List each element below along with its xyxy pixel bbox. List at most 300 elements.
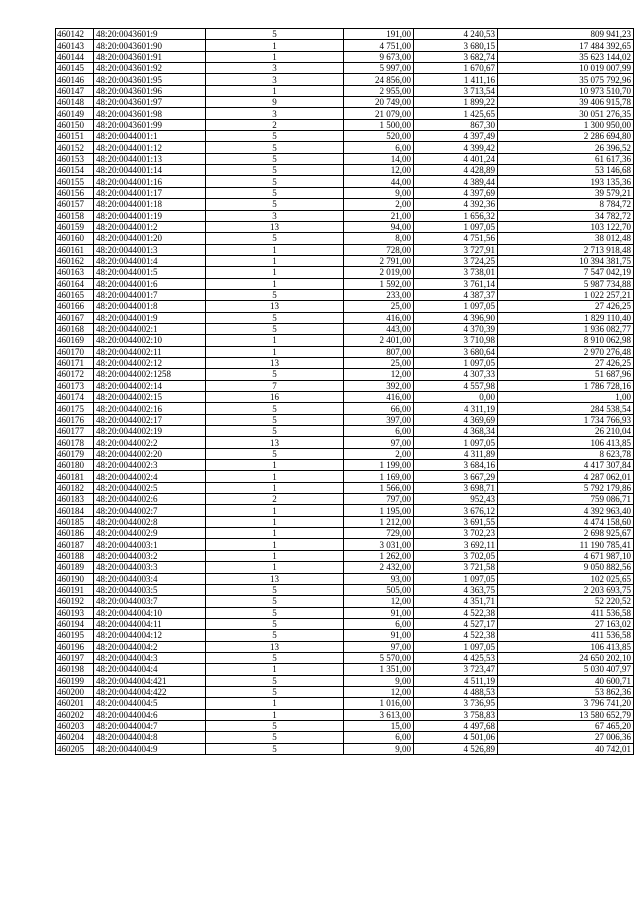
group-code-cell: 1: [206, 255, 344, 266]
row-number-cell: 460155: [56, 176, 94, 187]
cadastral-value-cell: 2 203 693,75: [498, 584, 634, 595]
table-row: [56, 380, 634, 391]
cadastral-number-cell: 48:20:0044002:4: [94, 471, 206, 482]
cadastral-value-cell: 411 536,58: [498, 607, 634, 618]
specific-value-cell: 4 522,38: [414, 607, 498, 618]
row-number-cell: 460179: [56, 448, 94, 459]
cadastral-value-cell: 103 122,70: [498, 221, 634, 232]
group-code-cell: 5: [206, 165, 344, 176]
table-row: [56, 210, 634, 221]
row-number-cell: 460157: [56, 199, 94, 210]
table-row: [56, 471, 634, 482]
cadastral-number-cell: 48:20:0044004:12: [94, 630, 206, 641]
area-cell: 6,00: [344, 426, 414, 437]
cadastral-number-cell: 48:20:0043601:97: [94, 97, 206, 108]
group-code-cell: 1: [206, 346, 344, 357]
specific-value-cell: 4 389,44: [414, 176, 498, 187]
area-cell: 2 019,00: [344, 267, 414, 278]
specific-value-cell: 4 557,98: [414, 380, 498, 391]
table-row: [56, 233, 634, 244]
specific-value-cell: 3 758,83: [414, 709, 498, 720]
group-code-cell: 1: [206, 562, 344, 573]
area-cell: 9 673,00: [344, 51, 414, 62]
area-cell: 66,00: [344, 403, 414, 414]
group-code-cell: 5: [206, 732, 344, 743]
cadastral-value-cell: 53 146,68: [498, 165, 634, 176]
cadastral-number-cell: 48:20:0044001:2: [94, 221, 206, 232]
table-body: [56, 29, 634, 755]
area-cell: 2,00: [344, 199, 414, 210]
group-code-cell: 2: [206, 119, 344, 130]
group-code-cell: 5: [206, 618, 344, 629]
area-cell: 12,00: [344, 686, 414, 697]
group-code-cell: 5: [206, 176, 344, 187]
table-row: [56, 630, 634, 641]
cadastral-number-cell: 48:20:0044004:5: [94, 698, 206, 709]
specific-value-cell: 4 425,53: [414, 652, 498, 663]
area-cell: 12,00: [344, 596, 414, 607]
area-cell: 5 570,00: [344, 652, 414, 663]
row-number-cell: 460172: [56, 369, 94, 380]
cadastral-value-cell: 5 792 179,86: [498, 482, 634, 493]
group-code-cell: 1: [206, 698, 344, 709]
group-code-cell: 1: [206, 267, 344, 278]
cadastral-number-cell: 48:20:0044002:1258: [94, 369, 206, 380]
area-cell: 191,00: [344, 29, 414, 40]
group-code-cell: 1: [206, 505, 344, 516]
specific-value-cell: 4 392,36: [414, 199, 498, 210]
group-code-cell: 1: [206, 85, 344, 96]
area-cell: 94,00: [344, 221, 414, 232]
row-number-cell: 460185: [56, 516, 94, 527]
table-row: [56, 85, 634, 96]
row-number-cell: 460169: [56, 335, 94, 346]
area-cell: 2 791,00: [344, 255, 414, 266]
row-number-cell: 460199: [56, 675, 94, 686]
table-row: [56, 335, 634, 346]
row-number-cell: 460184: [56, 505, 94, 516]
group-code-cell: 5: [206, 584, 344, 595]
table-row: [56, 29, 634, 40]
cadastral-number-cell: 48:20:0044004:7: [94, 720, 206, 731]
cadastral-number-cell: 48:20:0044003:7: [94, 596, 206, 607]
cadastral-value-cell: 26 396,52: [498, 142, 634, 153]
area-cell: 91,00: [344, 607, 414, 618]
cadastral-number-cell: 48:20:0044001:6: [94, 278, 206, 289]
area-cell: 807,00: [344, 346, 414, 357]
row-number-cell: 460150: [56, 119, 94, 130]
area-cell: 397,00: [344, 414, 414, 425]
area-cell: 1 592,00: [344, 278, 414, 289]
cadastral-number-cell: 48:20:0044001:9: [94, 312, 206, 323]
group-code-cell: 2: [206, 494, 344, 505]
area-cell: 6,00: [344, 618, 414, 629]
specific-value-cell: 0,00: [414, 392, 498, 403]
cadastral-value-cell: 35 623 144,02: [498, 51, 634, 62]
table-row: [56, 403, 634, 414]
table-row: [56, 584, 634, 595]
table-row: [56, 732, 634, 743]
row-number-cell: 460163: [56, 267, 94, 278]
cadastral-number-cell: 48:20:0044003:1: [94, 539, 206, 550]
cadastral-value-cell: 4 474 158,60: [498, 516, 634, 527]
area-cell: 9,00: [344, 743, 414, 754]
cadastral-value-cell: 67 465,20: [498, 720, 634, 731]
cadastral-value-cell: 51 687,96: [498, 369, 634, 380]
table-row: [56, 448, 634, 459]
cadastral-number-cell: 48:20:0044001:14: [94, 165, 206, 176]
cadastral-value-cell: 27 006,36: [498, 732, 634, 743]
cadastral-number-cell: 48:20:0044003:4: [94, 573, 206, 584]
group-code-cell: 1: [206, 482, 344, 493]
table-row: [56, 346, 634, 357]
specific-value-cell: 952,43: [414, 494, 498, 505]
group-code-cell: 5: [206, 675, 344, 686]
cadastral-value-cell: 193 135,36: [498, 176, 634, 187]
cadastral-value-cell: 1 936 082,77: [498, 323, 634, 334]
group-code-cell: 1: [206, 471, 344, 482]
cadastral-number-cell: 48:20:0044004:10: [94, 607, 206, 618]
group-code-cell: 5: [206, 743, 344, 754]
row-number-cell: 460175: [56, 403, 94, 414]
specific-value-cell: 4 363,75: [414, 584, 498, 595]
table-row: [56, 153, 634, 164]
row-number-cell: 460171: [56, 357, 94, 368]
area-cell: 1 169,00: [344, 471, 414, 482]
area-cell: 6,00: [344, 732, 414, 743]
group-code-cell: 13: [206, 641, 344, 652]
specific-value-cell: 4 399,42: [414, 142, 498, 153]
group-code-cell: 5: [206, 153, 344, 164]
cadastral-number-cell: 48:20:0044002:16: [94, 403, 206, 414]
cadastral-value-sheet: [55, 28, 633, 755]
table-row: [56, 289, 634, 300]
specific-value-cell: 3 676,12: [414, 505, 498, 516]
specific-value-cell: 3 702,23: [414, 528, 498, 539]
cadastral-number-cell: 48:20:0043601:92: [94, 63, 206, 74]
area-cell: 24 856,00: [344, 74, 414, 85]
group-code-cell: 1: [206, 539, 344, 550]
cadastral-value-table: [55, 28, 634, 755]
row-number-cell: 460143: [56, 40, 94, 51]
row-number-cell: 460186: [56, 528, 94, 539]
group-code-cell: 3: [206, 108, 344, 119]
cadastral-number-cell: 48:20:0044001:5: [94, 267, 206, 278]
cadastral-value-cell: 8 910 062,98: [498, 335, 634, 346]
area-cell: 1 016,00: [344, 698, 414, 709]
table-row: [56, 516, 634, 527]
row-number-cell: 460168: [56, 323, 94, 334]
specific-value-cell: 3 710,98: [414, 335, 498, 346]
row-number-cell: 460147: [56, 85, 94, 96]
area-cell: 97,00: [344, 641, 414, 652]
table-row: [56, 505, 634, 516]
table-row: [56, 323, 634, 334]
specific-value-cell: 867,30: [414, 119, 498, 130]
group-code-cell: 1: [206, 278, 344, 289]
row-number-cell: 460170: [56, 346, 94, 357]
cadastral-value-cell: 284 538,54: [498, 403, 634, 414]
specific-value-cell: 3 680,15: [414, 40, 498, 51]
cadastral-number-cell: 48:20:0044002:12: [94, 357, 206, 368]
table-row: [56, 482, 634, 493]
cadastral-value-cell: 52 220,52: [498, 596, 634, 607]
cadastral-value-cell: 26 210,04: [498, 426, 634, 437]
table-row: [56, 97, 634, 108]
row-number-cell: 460188: [56, 550, 94, 561]
group-code-cell: 5: [206, 630, 344, 641]
group-code-cell: 1: [206, 516, 344, 527]
specific-value-cell: 4 497,68: [414, 720, 498, 731]
row-number-cell: 460158: [56, 210, 94, 221]
area-cell: 392,00: [344, 380, 414, 391]
specific-value-cell: 3 761,14: [414, 278, 498, 289]
table-row: [56, 573, 634, 584]
group-code-cell: 16: [206, 392, 344, 403]
cadastral-number-cell: 48:20:0044001:16: [94, 176, 206, 187]
cadastral-value-cell: 34 782,72: [498, 210, 634, 221]
specific-value-cell: 4 526,89: [414, 743, 498, 754]
table-row: [56, 142, 634, 153]
cadastral-number-cell: 48:20:0043601:95: [94, 74, 206, 85]
group-code-cell: 5: [206, 720, 344, 731]
group-code-cell: 13: [206, 357, 344, 368]
area-cell: 520,00: [344, 131, 414, 142]
specific-value-cell: 3 724,25: [414, 255, 498, 266]
table-row: [56, 165, 634, 176]
group-code-cell: 3: [206, 63, 344, 74]
cadastral-value-cell: 2 698 925,67: [498, 528, 634, 539]
group-code-cell: 5: [206, 369, 344, 380]
specific-value-cell: 3 692,11: [414, 539, 498, 550]
group-code-cell: 5: [206, 414, 344, 425]
specific-value-cell: 4 527,17: [414, 618, 498, 629]
cadastral-value-cell: 1 022 257,21: [498, 289, 634, 300]
specific-value-cell: 3 713,54: [414, 85, 498, 96]
row-number-cell: 460167: [56, 312, 94, 323]
table-row: [56, 709, 634, 720]
cadastral-number-cell: 48:20:0044002:10: [94, 335, 206, 346]
group-code-cell: 5: [206, 323, 344, 334]
table-row: [56, 562, 634, 573]
specific-value-cell: 1 097,05: [414, 573, 498, 584]
table-row: [56, 528, 634, 539]
cadastral-number-cell: 48:20:0044004:9: [94, 743, 206, 754]
cadastral-number-cell: 48:20:0044002:20: [94, 448, 206, 459]
table-row: [56, 652, 634, 663]
area-cell: 5 997,00: [344, 63, 414, 74]
table-row: [56, 686, 634, 697]
table-row: [56, 255, 634, 266]
table-row: [56, 278, 634, 289]
specific-value-cell: 1 097,05: [414, 357, 498, 368]
group-code-cell: 1: [206, 460, 344, 471]
cadastral-value-cell: 2 713 918,48: [498, 244, 634, 255]
cadastral-value-cell: 1 829 110,40: [498, 312, 634, 323]
cadastral-value-cell: 4 287 062,01: [498, 471, 634, 482]
row-number-cell: 460203: [56, 720, 94, 731]
group-code-cell: 5: [206, 289, 344, 300]
cadastral-value-cell: 13 580 652,79: [498, 709, 634, 720]
cadastral-value-cell: 759 086,71: [498, 494, 634, 505]
area-cell: 1 195,00: [344, 505, 414, 516]
specific-value-cell: 1 097,05: [414, 641, 498, 652]
area-cell: 9,00: [344, 675, 414, 686]
area-cell: 25,00: [344, 301, 414, 312]
cadastral-number-cell: 48:20:0043601:9: [94, 29, 206, 40]
area-cell: 728,00: [344, 244, 414, 255]
row-number-cell: 460200: [56, 686, 94, 697]
cadastral-value-cell: 5 030 407,97: [498, 664, 634, 675]
specific-value-cell: 1 097,05: [414, 221, 498, 232]
table-row: [56, 675, 634, 686]
group-code-cell: 5: [206, 448, 344, 459]
cadastral-number-cell: 48:20:0044004:6: [94, 709, 206, 720]
table-row: [56, 618, 634, 629]
cadastral-number-cell: 48:20:0044003:2: [94, 550, 206, 561]
cadastral-number-cell: 48:20:0044004:421: [94, 675, 206, 686]
cadastral-value-cell: 8 784,72: [498, 199, 634, 210]
table-row: [56, 494, 634, 505]
cadastral-number-cell: 48:20:0044002:1: [94, 323, 206, 334]
area-cell: 1 351,00: [344, 664, 414, 675]
group-code-cell: 13: [206, 221, 344, 232]
table-row: [56, 312, 634, 323]
cadastral-value-cell: 10 019 007,99: [498, 63, 634, 74]
row-number-cell: 460180: [56, 460, 94, 471]
group-code-cell: 1: [206, 709, 344, 720]
row-number-cell: 460151: [56, 131, 94, 142]
row-number-cell: 460162: [56, 255, 94, 266]
row-number-cell: 460145: [56, 63, 94, 74]
table-row: [56, 119, 634, 130]
group-code-cell: 5: [206, 596, 344, 607]
area-cell: 443,00: [344, 323, 414, 334]
table-row: [56, 596, 634, 607]
row-number-cell: 460142: [56, 29, 94, 40]
table-row: [56, 267, 634, 278]
specific-value-cell: 3 738,01: [414, 267, 498, 278]
specific-value-cell: 1 411,16: [414, 74, 498, 85]
row-number-cell: 460181: [56, 471, 94, 482]
area-cell: 14,00: [344, 153, 414, 164]
specific-value-cell: 1 899,22: [414, 97, 498, 108]
group-code-cell: 1: [206, 40, 344, 51]
specific-value-cell: 3 723,47: [414, 664, 498, 675]
group-code-cell: 3: [206, 74, 344, 85]
row-number-cell: 460190: [56, 573, 94, 584]
cadastral-number-cell: 48:20:0044001:4: [94, 255, 206, 266]
area-cell: 9,00: [344, 187, 414, 198]
table-row: [56, 720, 634, 731]
group-code-cell: 5: [206, 199, 344, 210]
table-row: [56, 131, 634, 142]
specific-value-cell: 4 351,71: [414, 596, 498, 607]
cadastral-number-cell: 48:20:0044002:9: [94, 528, 206, 539]
table-row: [56, 199, 634, 210]
group-code-cell: 5: [206, 187, 344, 198]
specific-value-cell: 3 727,91: [414, 244, 498, 255]
area-cell: 2 955,00: [344, 85, 414, 96]
cadastral-value-cell: 11 190 785,41: [498, 539, 634, 550]
row-number-cell: 460182: [56, 482, 94, 493]
row-number-cell: 460201: [56, 698, 94, 709]
area-cell: 2 401,00: [344, 335, 414, 346]
specific-value-cell: 3 682,74: [414, 51, 498, 62]
area-cell: 797,00: [344, 494, 414, 505]
row-number-cell: 460159: [56, 221, 94, 232]
cadastral-number-cell: 48:20:0044002:7: [94, 505, 206, 516]
cadastral-number-cell: 48:20:0044002:6: [94, 494, 206, 505]
area-cell: 97,00: [344, 437, 414, 448]
group-code-cell: 1: [206, 244, 344, 255]
group-code-cell: 1: [206, 335, 344, 346]
area-cell: 21 079,00: [344, 108, 414, 119]
group-code-cell: 5: [206, 233, 344, 244]
group-code-cell: 5: [206, 426, 344, 437]
cadastral-number-cell: 48:20:0044001:13: [94, 153, 206, 164]
cadastral-value-cell: 30 051 276,35: [498, 108, 634, 119]
cadastral-number-cell: 48:20:0044001:19: [94, 210, 206, 221]
cadastral-number-cell: 48:20:0044002:17: [94, 414, 206, 425]
cadastral-value-cell: 102 025,65: [498, 573, 634, 584]
cadastral-value-cell: 53 862,36: [498, 686, 634, 697]
row-number-cell: 460154: [56, 165, 94, 176]
area-cell: 15,00: [344, 720, 414, 731]
cadastral-number-cell: 48:20:0044002:11: [94, 346, 206, 357]
table-row: [56, 357, 634, 368]
area-cell: 2 432,00: [344, 562, 414, 573]
cadastral-number-cell: 48:20:0043601:90: [94, 40, 206, 51]
row-number-cell: 460204: [56, 732, 94, 743]
row-number-cell: 460166: [56, 301, 94, 312]
specific-value-cell: 3 721,58: [414, 562, 498, 573]
cadastral-number-cell: 48:20:0044002:19: [94, 426, 206, 437]
row-number-cell: 460153: [56, 153, 94, 164]
cadastral-number-cell: 48:20:0044004:8: [94, 732, 206, 743]
cadastral-value-cell: 40 600,71: [498, 675, 634, 686]
cadastral-value-cell: 4 671 987,10: [498, 550, 634, 561]
row-number-cell: 460191: [56, 584, 94, 595]
area-cell: 44,00: [344, 176, 414, 187]
group-code-cell: 5: [206, 29, 344, 40]
specific-value-cell: 1 097,05: [414, 301, 498, 312]
cadastral-value-cell: 39 406 915,78: [498, 97, 634, 108]
row-number-cell: 460198: [56, 664, 94, 675]
cadastral-number-cell: 48:20:0044001:20: [94, 233, 206, 244]
specific-value-cell: 4 368,34: [414, 426, 498, 437]
specific-value-cell: 1 425,65: [414, 108, 498, 119]
area-cell: 416,00: [344, 392, 414, 403]
area-cell: 1 212,00: [344, 516, 414, 527]
cadastral-value-cell: 38 012,48: [498, 233, 634, 244]
table-row: [56, 392, 634, 403]
cadastral-number-cell: 48:20:0044004:422: [94, 686, 206, 697]
area-cell: 2,00: [344, 448, 414, 459]
row-number-cell: 460205: [56, 743, 94, 754]
cadastral-value-cell: 17 484 392,65: [498, 40, 634, 51]
row-number-cell: 460196: [56, 641, 94, 652]
row-number-cell: 460192: [56, 596, 94, 607]
specific-value-cell: 4 387,37: [414, 289, 498, 300]
area-cell: 1 566,00: [344, 482, 414, 493]
specific-value-cell: 1 097,05: [414, 437, 498, 448]
row-number-cell: 460173: [56, 380, 94, 391]
area-cell: 21,00: [344, 210, 414, 221]
row-number-cell: 460164: [56, 278, 94, 289]
cadastral-number-cell: 48:20:0044003:3: [94, 562, 206, 573]
cadastral-value-cell: 8 623,78: [498, 448, 634, 459]
